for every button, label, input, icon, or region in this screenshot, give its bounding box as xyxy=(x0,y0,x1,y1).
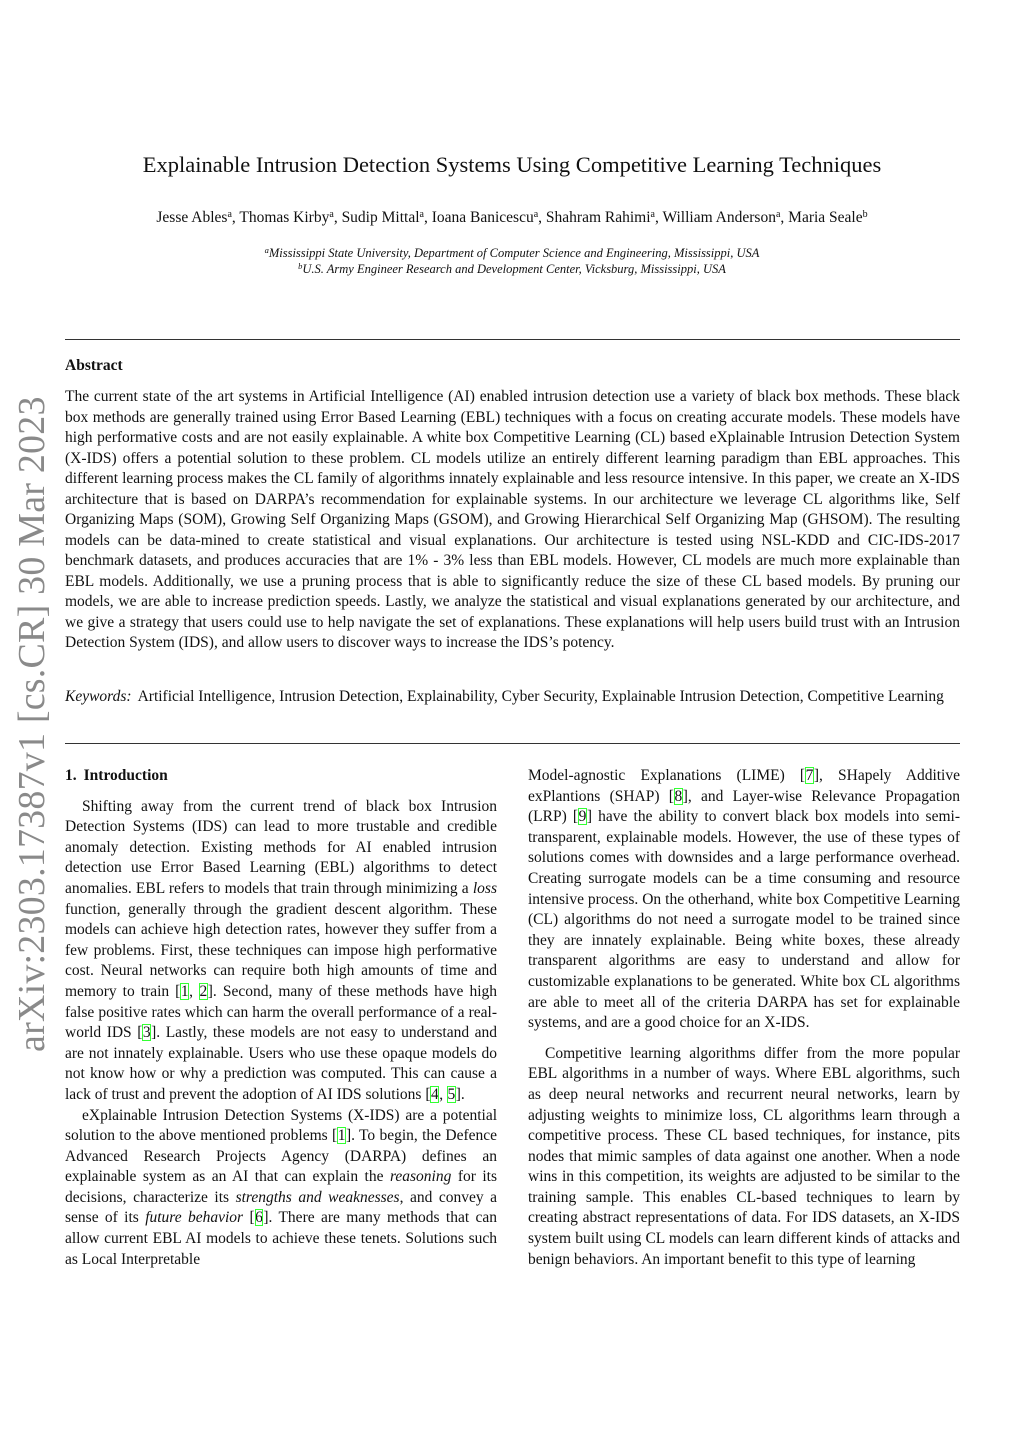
author: Sudip Mittal$^a$ xyxy=(341,209,424,226)
intro-paragraph-1: Shifting away from the current trend of black box Intrusion Detection Systems (IDS) can lead to more trustable and credible anomaly detection. Existing methods for AI enabled intrusion detection use Error Based Learning (EBL) algorithms to detect anomalies. EBL refers to models that train through minimizing a loss function, generally through the gradient descent algorithm. These models can achieve high detection rates, however they suffer from a few problems. First, these techniques can impose high performative cost. Neural networks can require both high amounts of time and memory to train [1, 2]. Second, many of these methods have high false positive rates which can harm the overall performance of a real-world IDS [3]. Lastly, these models are not easy to understand and are not innately explainable. Users who use these opaque models do not know how or why a prediction was computed. This can cause a lack of trust and prevent the adoption of AI IDS solutions [4, 5]. xyxy=(65,797,498,1103)
author: Shahram Rahimi$^a$ xyxy=(545,209,655,226)
keywords-label: Keywords: xyxy=(65,688,132,705)
intro-paragraph-2: eXplainable Intrusion Detection Systems (X-IDS) are a potential solution to the above mentioned problems [1]. To begin, the Defence Advanced Research Projects Agency (DARPA) defines an explainable system as an AI that can explain the reasoning for its decisions, characterize its strengths and weaknesses, and convey a sense of its future behavior [6]. There are many methods that can allow current EBL AI models to achieve these tenets. Solutions such as Local Interpretable xyxy=(65,1106,498,1268)
top-divider xyxy=(65,339,960,340)
abstract-heading: Abstract xyxy=(65,357,123,374)
affiliation-a: $^a$Mississippi State University, Department of Computer Science and Engineering, Mississippi, USA xyxy=(264,245,760,260)
keywords-text: Artificial Intelligence, Intrusion Detection, Explainability, Cyber Security, Explainable Intrusion Detection, Competitive Learning xyxy=(137,688,944,705)
citation-link[interactable]: 9 xyxy=(578,808,587,826)
intro-paragraph-3: Competitive learning algorithms differ from the more popular EBL algorithms in a number of ways. Where EBL algorithms, such as deep neural networks and recurrent neural networks, learn by adjusting weights to minimize loss, CL algorithms learn through a competitive process. These CL based techniques, for instance, pits nodes that mimic samples of data against one another. When a node wins in this competition, its weights are adjusted to be similar to the training sample. This enables CL-based techniques to learn by creating abstract representations of data. For IDS datasets, an X-IDS system built using CL models can learn different kinds of attacks and benign behaviors. An important benefit to this type of learning xyxy=(528,1044,960,1268)
citation-link[interactable]: 6 xyxy=(255,1209,263,1227)
affiliations xyxy=(0,245,1024,277)
author: Maria Seale$^b$ xyxy=(788,209,868,226)
paper-title: Explainable Intrusion Detection Systems Using Competitive Learning Techniques xyxy=(142,152,882,177)
citation-link[interactable]: 3 xyxy=(142,1024,151,1042)
citation-link[interactable]: 4 xyxy=(430,1085,439,1103)
citation-link[interactable]: 1 xyxy=(180,982,189,1000)
arxiv-identifier: arXiv:2303.17387v1 [cs.CR] 30 Mar 2023 xyxy=(11,396,53,1052)
abstract-text: The current state of the art systems in Artificial Intelligence (AI) enabled intrusion detection use a variety of black box methods. These black box methods are generally trained using Error Based Learning (EBL) techniques with a focus on creating accurate models. These models have high performative costs and are not easily explainable. A white box Competitive Learning (CL) based eXplainable Intrusion Detection System (X-IDS) offers a potential solution to these problem. CL models utilize an entirely different learning paradigm than EBL approaches. This different learning process makes the CL family of algorithms innately explainable and less resource intensive. In this paper, we create an X-IDS architecture that is based on DARPA’s recommendation for explainable systems. In our architecture we leverage CL algorithms like, Self Organizing Maps (SOM), Growing Self Organizing Maps (GSOM), and Growing Hierarchical Self Organizing Map (GHSOM). The resulting models can be data-mined to create statistical and visual explanations. Our architecture is tested using NSL-KDD and CIC-IDS-2017 benchmark datasets, and produces accuracies that are 1% - 3% less than EBL models. However, CL models are much more explainable than EBL models. Additionally, we use a pruning process that is able to significantly reduce the size of these CL based models. By pruning our models, we are able to increase prediction speeds. Lastly, we analyze the statistical and visual explanations generated by our architecture, and we give a strategy that users could use to help navigate the set of explanations. These explanations will help users build trust with an Intrusion Detection System (IDS), and allow users to discover ways to increase the IDS’s potency. xyxy=(65,388,960,651)
author-list: Jesse Ables$^a$, Thomas Kirby$^a$, Sudip Mittal$^a$, Ioana Banicescu$^a$, Shahram Rahimi$^a$, William Anderson$^a$, Maria Seale$^b$ xyxy=(156,209,868,226)
citation-link[interactable]: 2 xyxy=(199,982,208,1000)
author: William Anderson$^a$ xyxy=(662,209,781,226)
affiliation-b: $^b$U.S. Army Engineer Research and Development Center, Vicksburg, Mississippi, USA xyxy=(298,261,726,276)
keywords xyxy=(65,687,960,708)
section-heading: 1. Introduction xyxy=(65,767,168,784)
bottom-divider xyxy=(65,743,960,744)
left-column xyxy=(65,766,497,1270)
citation-link[interactable]: 8 xyxy=(674,787,683,805)
paragraph-gap xyxy=(528,1034,960,1044)
author: Ioana Banicescu$^a$ xyxy=(431,209,539,226)
author: Jesse Ables$^a$ xyxy=(156,209,232,226)
citation-link[interactable]: 1 xyxy=(337,1127,346,1145)
citation-link[interactable]: 7 xyxy=(805,767,814,784)
citation-link[interactable]: 5 xyxy=(447,1085,456,1103)
author: Thomas Kirby$^a$ xyxy=(239,209,334,226)
right-column xyxy=(528,766,960,1270)
intro-paragraph-2-continued: Model-agnostic Explanations (LIME) [7], SHapely Additive exPlantions (SHAP) [8], and Layer-wise Relevance Propagation (LRP) [9] have the ability to convert black box models into semi-transparent, explainable models. However, the use of these types of solutions comes with downsides and a large performance overhead. Creating surrogate models can be a time consuming and resource intensive process. On the otherhand, white box Competitive Learning (CL) algorithms do not need a surrogate model to be trained since they are innately explainable. Being white boxes, these already transparent algorithms are easy to understand and allow for customizable explanations to be generated. White box CL algorithms are able to meet all of the criteria DARPA has set for explainable systems, and are a good choice for an X-IDS. xyxy=(528,767,961,1032)
